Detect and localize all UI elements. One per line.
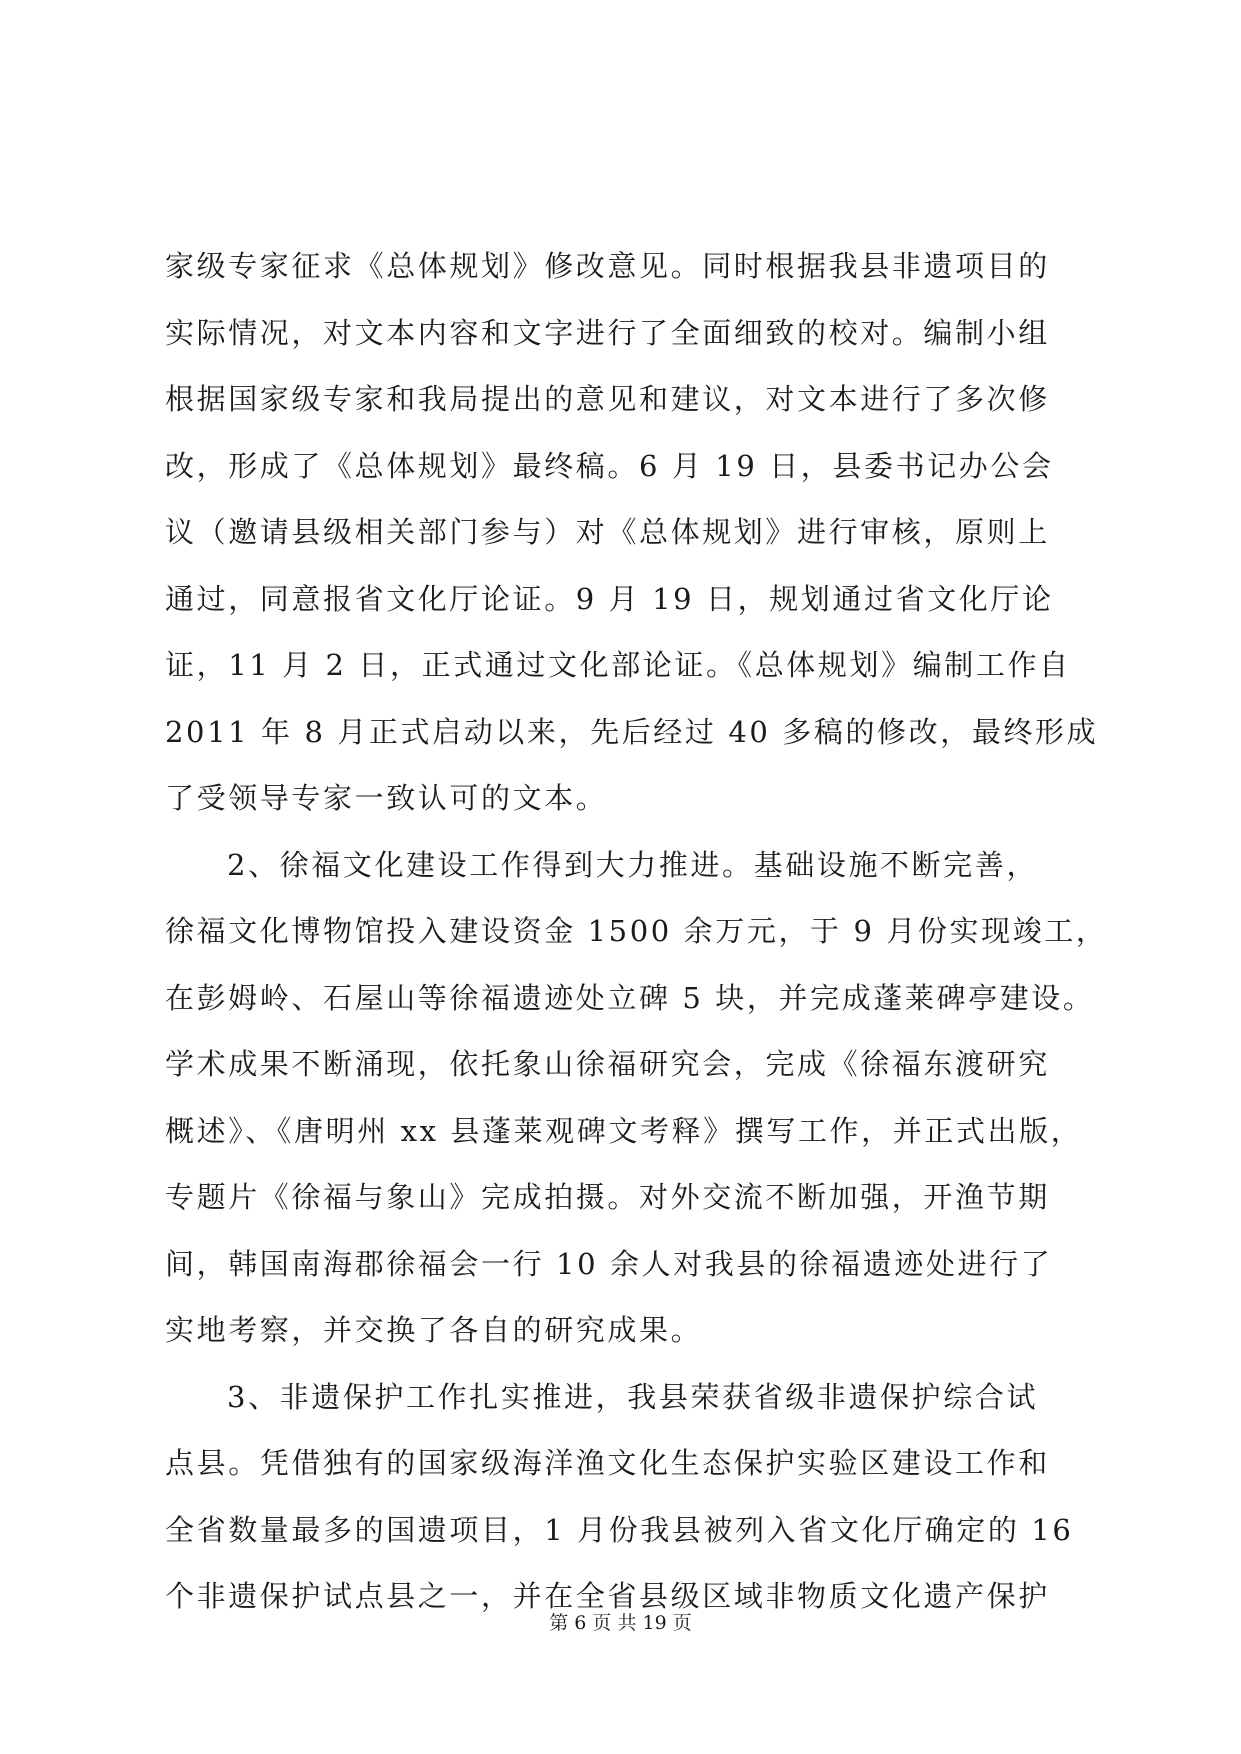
text-line: 在彭姆岭、石屋山等徐福遗迹处立碑 5 块，并完成蓬莱碑亭建设。 [165, 980, 1095, 1015]
text-line: 证，11 月 2 日，正式通过文化部论证。《总体规划》编制工作自 [165, 648, 1071, 682]
text-line: 家级专家征求《总体规划》修改意见。同时根据我县非遗项目的 [165, 249, 1050, 283]
text-line: 学术成果不断涌现，依托象山徐福研究会，完成《徐福东渡研究 [165, 1047, 1050, 1081]
text-line: 根据国家级专家和我局提出的意见和建议，对文本进行了多次修 [165, 382, 1050, 416]
text-line: 专题片《徐福与象山》完成拍摄。对外交流不断加强，开渔节期 [165, 1180, 1050, 1214]
text-line: 徐福文化博物馆投入建设资金 1500 余万元，于 9 月份实现竣工， [165, 914, 1108, 948]
paragraph-start-line: 3、非遗保护工作扎实推进，我县荣获省级非遗保护综合试 [227, 1379, 1039, 1414]
text-line: 实际情况，对文本内容和文字进行了全面细致的校对。编制小组 [165, 315, 1050, 350]
text-line: 概述》、《唐明州 xx 县蓬莱观碑文考释》撰写工作，并正式出版， [165, 1113, 1083, 1148]
page-number-footer: 第 6 页 共 19 页 [549, 1612, 692, 1634]
text-line: 全省数量最多的国遗项目，1 月份我县被列入省文化厅确定的 16 [165, 1512, 1074, 1547]
text-line: 2011 年 8 月正式启动以来，先后经过 40 多稿的修改，最终形成 [165, 714, 1099, 749]
text-line: 实地考察，并交换了各自的研究成果。 [165, 1313, 703, 1347]
text-line: 了受领导专家一致认可的文本。 [165, 781, 608, 815]
text-line: 间，韩国南海郡徐福会一行 10 余人对我县的徐福遗迹处进行了 [165, 1246, 1053, 1281]
paragraph-start-line: 2、徐福文化建设工作得到大力推进。基础设施不断完善， [227, 847, 1039, 882]
text-line: 改，形成了《总体规划》最终稿。6 月 19 日，县委书记办公会 [165, 448, 1054, 483]
text-line: 个非遗保护试点县之一，并在全省县级区域非物质文化遗产保护 [165, 1579, 1050, 1613]
body-text [165, 233, 1108, 1630]
text-line: 通过，同意报省文化厅论证。9 月 19 日，规划通过省文化厅论 [165, 581, 1054, 616]
text-line: 点县。凭借独有的国家级海洋渔文化生态保护实验区建设工作和 [165, 1446, 1050, 1480]
text-line: 议（邀请县级相关部门参与）对《总体规划》进行审核，原则上 [165, 515, 1050, 549]
